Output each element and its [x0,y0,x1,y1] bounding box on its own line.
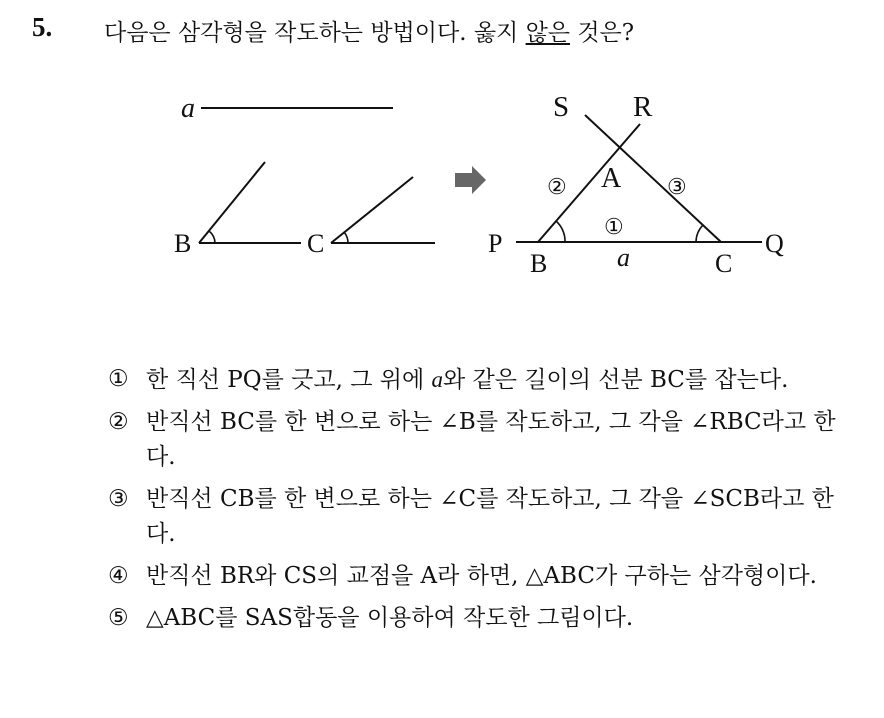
step-mark-three: ③ [667,174,687,199]
question-text-after: 것은? [570,20,635,46]
choice-2[interactable] [108,405,848,475]
choice-5[interactable] [108,601,848,636]
label-segment-a: a [617,243,630,272]
choice-3[interactable] [108,482,848,552]
choice-3-text: 반직선 CB를 한 변으로 하는 ∠C를 작도하고, 그 각을 ∠SCB라고 한다. [146,486,834,547]
angle-mark-b [556,221,565,242]
question-text-underlined: 않은 [525,20,571,46]
construction-figure [0,70,884,290]
question-text [104,14,634,47]
label-p: P [488,229,503,258]
choice-2-text: 반직선 BC를 한 변으로 하는 ∠B를 작도하고, 그 각을 ∠RBC라고 한다. [146,409,836,470]
label-s: S [553,91,570,123]
angle-mark-c [696,225,703,242]
choice-5-text: △ABC를 SAS합동을 이용하여 작도한 그림이다. [146,605,634,631]
question-text-before: 다음은 삼각형을 작도하는 방법이다. 옳지 [104,20,526,46]
constructed-triangle [488,91,784,278]
given-segment-a [181,93,393,124]
step-mark-two: ② [547,174,567,199]
angle-label-b: B [174,229,192,258]
choice-1-text: 한 직선 PQ를 긋고, 그 위에 a와 같은 길이의 선분 BC를 잡는다. [146,367,789,393]
label-q: Q [765,229,784,258]
choice-4-number: ④ [108,563,129,589]
choice-5-number: ⑤ [108,605,129,631]
label-c: C [715,249,733,278]
given-angle-c [307,177,435,258]
answer-choices [108,362,848,643]
choice-3-number: ③ [108,486,129,512]
segment-label-a: a [181,93,195,124]
label-a: A [601,163,622,194]
label-r: R [633,91,653,123]
choice-4[interactable] [108,559,848,594]
step-mark-one: ① [604,214,624,239]
given-angle-b [174,162,301,258]
choice-4-text: 반직선 BR와 CS의 교점을 A라 하면, △ABC가 구하는 삼각형이다. [146,563,817,589]
choice-1-number: ① [108,366,129,392]
right-arrow-icon [455,166,486,194]
label-b: B [530,249,548,278]
choice-2-number: ② [108,409,129,435]
question-number: 5. [32,12,53,42]
angle-label-c: C [307,229,325,258]
choice-1[interactable] [108,362,848,398]
